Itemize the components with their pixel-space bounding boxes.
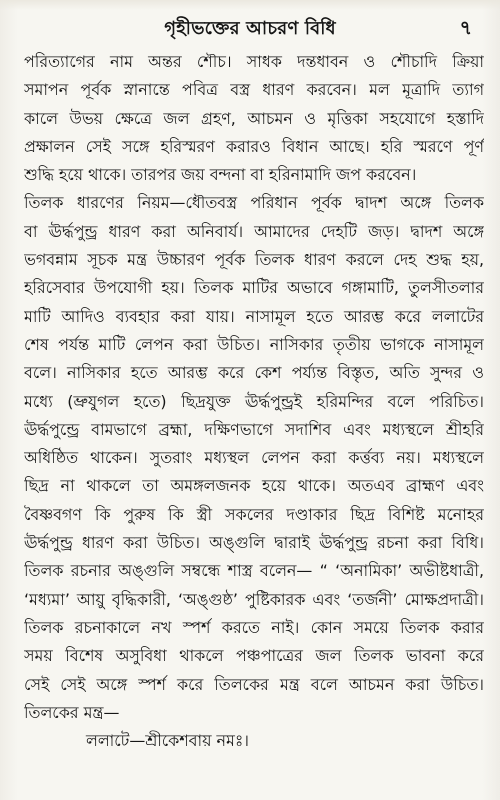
text-line: তিলক ধারণের নিয়ম—ধৌতবস্ত্র পরিধান পূর্বক দ্বাদশ অঙ্গে তিলক [24,193,484,213]
text-line: কালে উভয় ক্ষেত্রে জল গ্রহণ, আচমন ও মৃত্তিকা সহযোগে হস্তাদি [24,108,484,128]
text-line: শেষ পর্যন্ত মাটি লেপন করা উচিত। নাসিকার তৃতীয় ভাগকে নাসামূল [24,334,484,354]
text-line: ‘মধ্যমা’ আয়ু বৃদ্ধিকারী, ‘অঙ্গুষ্ঠ’ পুষ্টিকারক এবং ‘তর্জনী’ মোক্ষপ্রদাত্রী। [24,589,484,609]
text-line: মাটি আদিও ব্যবহার করা যায়। নাসামূল হতে আরম্ভ করে ললাটের [24,306,484,326]
text-line: সমাপন পূর্বক স্নানান্তে পবিত্র বস্ত্র ধারণ করবেন। মল মূত্রাদি ত্যাগ [24,80,484,100]
text-line: বৈষ্ণবগণ কি পুরুষ কি স্ত্রী সকলের দণ্ডাকার ছিদ্র বিশিষ্ট মনোহর [24,504,484,524]
text-line: তিলক রচনাকালে নখ স্পর্শ করতে নাই। কোন সময়ে তিলক করার [24,617,484,637]
text-line: ছিদ্র না থাকলে তা অমঙ্গলজনক হয়ে থাকে। অতএব ব্রাহ্মণ এবং [24,476,484,496]
text-line: বলে। নাসিকার হতে আরম্ভ করে কেশ পর্য্যন্ত বিস্তৃত, অতি সুন্দর ও [24,363,484,383]
text-line: তিলক রচনার অঙ্গুলি সম্বন্ধে শাস্ত্র বলেন— “ ‘অনামিকা’ অভীষ্টধাত্রী, [24,561,484,581]
text-line: প্রক্ষালন সেই সঙ্গে হরিস্মরণ করারও বিধান আছে। হরি স্মরণে পূর্ণ [24,136,484,156]
running-title: গৃহীভক্তের আচরণ বিধি [164,18,336,39]
page-top-shadow [0,0,500,10]
page-number: ৭ [459,17,472,39]
text-line: মধ্যে (ভ্রুযুগল হতে) ছিদ্রযুক্ত ঊর্দ্ধপুন্ড্রই হরিমন্দির বলে পরিচিত। [24,391,484,411]
text-line: বা ঊর্দ্ধপুন্ড্র ধারণ করা অনিবার্য। আমাদের দেহটি জড়। দ্বাদশ অঙ্গে [24,221,484,241]
body-text [24,48,484,755]
text-line: শুদ্ধি হয়ে থাকে। তারপর জয় বন্দনা বা হরিনামাদি জপ করবেন। [24,165,417,185]
text-line: হরিসেবার উপযোগী হয়। তিলক মাটির অভাবে গঙ্গামাটি, তুলসীতলার [24,278,484,298]
text-line: অধিষ্ঠিত থাকেন। সুতরাং মধ্যস্থল লেপন করা কর্ত্তব্য নয়। মধ্যস্থলে [24,448,484,468]
text-line: পরিত্যাগের নাম অন্তর শৌচ। সাধক দন্তধাবন ও শৌচাদি ক্রিয়া [24,52,484,71]
text-line: ঊর্দ্ধপুন্ড্রে বামভাগে ব্রহ্মা, দক্ষিণভাগে সদাশিব এবং মধ্যস্থলে শ্রীহরি [24,419,484,439]
text-line: সময় বিশেষ অসুবিধা থাকলে পঞ্চপাত্রের জল তিলক ভাবনা করে [24,646,484,666]
text-line: ললাটে—শ্রীকেশবায় নমঃ। [86,731,249,751]
text-line: সেই সেই অঙ্গে স্পর্শ করে তিলকের মন্ত্র বলে আচমন করা উচিত। [24,674,484,694]
text-line: ভগবন্নাম সূচক মন্ত্র উচ্চারণ পূর্বক তিলক ধারণ করলে দেহ শুদ্ধ হয়, [24,250,484,270]
page-header [0,14,500,46]
text-line: তিলকের মন্ত্র— [24,702,120,722]
text-line: ঊর্দ্ধপুন্ড্র ধারণ করা উচিত। অঙ্গুলি দ্বারাই ঊর্দ্ধপুন্ড্র রচনা করা বিধি। [24,533,484,553]
